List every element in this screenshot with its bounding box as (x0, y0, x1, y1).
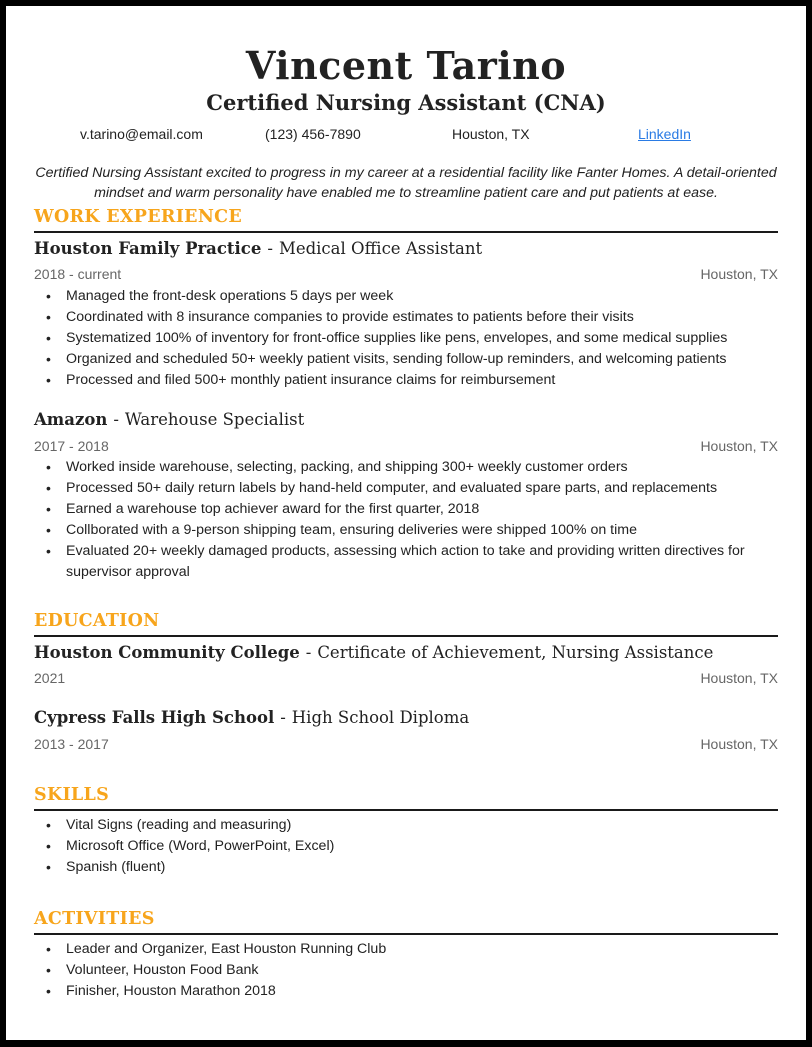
contact-location: Houston, TX (452, 126, 530, 142)
section-divider (34, 809, 778, 811)
education-degree: High School Diploma (291, 708, 470, 727)
education-degree: Certificate of Achievement, Nursing Assistance (317, 643, 714, 662)
education-dates: 2021 (34, 670, 66, 686)
job-bullet: • Processed and filed 500+ monthly patient insurance claims for reimbursement (34, 370, 778, 391)
education-heading (34, 641, 778, 665)
section-divider (34, 231, 778, 233)
contact-email: v.tarino@email.com (80, 126, 203, 142)
linkedin-link[interactable]: LinkedIn (638, 126, 691, 142)
education-school: Cypress Falls High School (34, 708, 275, 727)
job-bullet: • Evaluated 20+ weekly damaged products, assessing which action to take and providing written directives for supervisor approval (34, 541, 778, 583)
skill-item: • Microsoft Office (Word, PowerPoint, Excel) (34, 836, 778, 857)
activity-item: • Finisher, Houston Marathon 2018 (34, 981, 778, 1002)
section-heading-activities: ACTIVITIES (34, 909, 155, 929)
education-location: Houston, TX (700, 736, 778, 752)
job-bullet: • Worked inside warehouse, selecting, packing, and shipping 300+ weekly customer orders (34, 457, 778, 478)
job-location: Houston, TX (700, 266, 778, 282)
contact-phone: (123) 456-7890 (265, 126, 361, 142)
job-employer: Amazon (34, 410, 108, 429)
job-dates: 2017 - 2018 (34, 438, 109, 454)
education-meta (34, 735, 778, 753)
candidate-name: Vincent Tarino (245, 43, 567, 88)
job-bullet: • Coordinated with 8 insurance companies to provide estimates to patients before their visits (34, 307, 778, 328)
job-role: Warehouse Specialist (124, 410, 305, 429)
job-meta (34, 437, 778, 455)
contact-row (6, 125, 806, 145)
education-meta (34, 669, 778, 687)
summary: Certified Nursing Assistant excited to progress in my career at a residential facility like Fanter Homes. A detail-oriented mindset and warm personality have enabled me to streamline patient care and put patients at ease. (35, 165, 777, 201)
resume-page (6, 6, 806, 1040)
education-school: Houston Community College (34, 643, 300, 662)
activity-item: • Volunteer, Houston Food Bank (34, 960, 778, 981)
section-heading-education: EDUCATION (34, 611, 160, 631)
section-divider (34, 635, 778, 637)
education-dates: 2013 - 2017 (34, 736, 109, 752)
education-heading (34, 706, 778, 730)
job-role: Medical Office Assistant (278, 239, 483, 258)
job-bullet: • Earned a warehouse top achiever award for the first quarter, 2018 (34, 499, 778, 520)
job-bullet: • Organized and scheduled 50+ weekly patient visits, sending follow-up reminders, and welcoming patients (34, 349, 778, 370)
job-bullets (34, 286, 778, 391)
job-location: Houston, TX (700, 438, 778, 454)
skills-list (34, 815, 778, 878)
education-location: Houston, TX (700, 670, 778, 686)
job-bullet: • Systematized 100% of inventory for front-office supplies like pens, envelopes, and some medical supplies (34, 328, 778, 349)
section-heading-work-experience: WORK EXPERIENCE (34, 207, 242, 227)
candidate-title: Certified Nursing Assistant (CNA) (206, 90, 606, 115)
job-separator: - (113, 410, 119, 429)
activity-item: • Leader and Organizer, East Houston Running Club (34, 939, 778, 960)
education-separator: - (305, 643, 312, 662)
job-dates: 2018 - current (34, 266, 122, 282)
skill-item: • Vital Signs (reading and measuring) (34, 815, 778, 836)
job-bullet: • Managed the front-desk operations 5 days per week (34, 286, 778, 307)
job-separator: - (267, 239, 273, 258)
job-bullets (34, 457, 778, 583)
section-divider (34, 933, 778, 935)
job-meta (34, 265, 778, 283)
job-employer: Houston Family Practice (34, 239, 262, 258)
job-bullet: • Collborated with a 9-person shipping team, ensuring deliveries were shipped 100% on time (34, 520, 778, 541)
education-separator: - (280, 708, 286, 727)
job-heading (34, 237, 778, 261)
skill-item: • Spanish (fluent) (34, 857, 778, 878)
activities-list (34, 939, 778, 1002)
section-heading-skills: SKILLS (34, 785, 110, 805)
job-bullet: • Processed 50+ daily return labels by hand-held computer, and evaluated spare parts, and replacements (34, 478, 778, 499)
job-heading (34, 408, 778, 432)
